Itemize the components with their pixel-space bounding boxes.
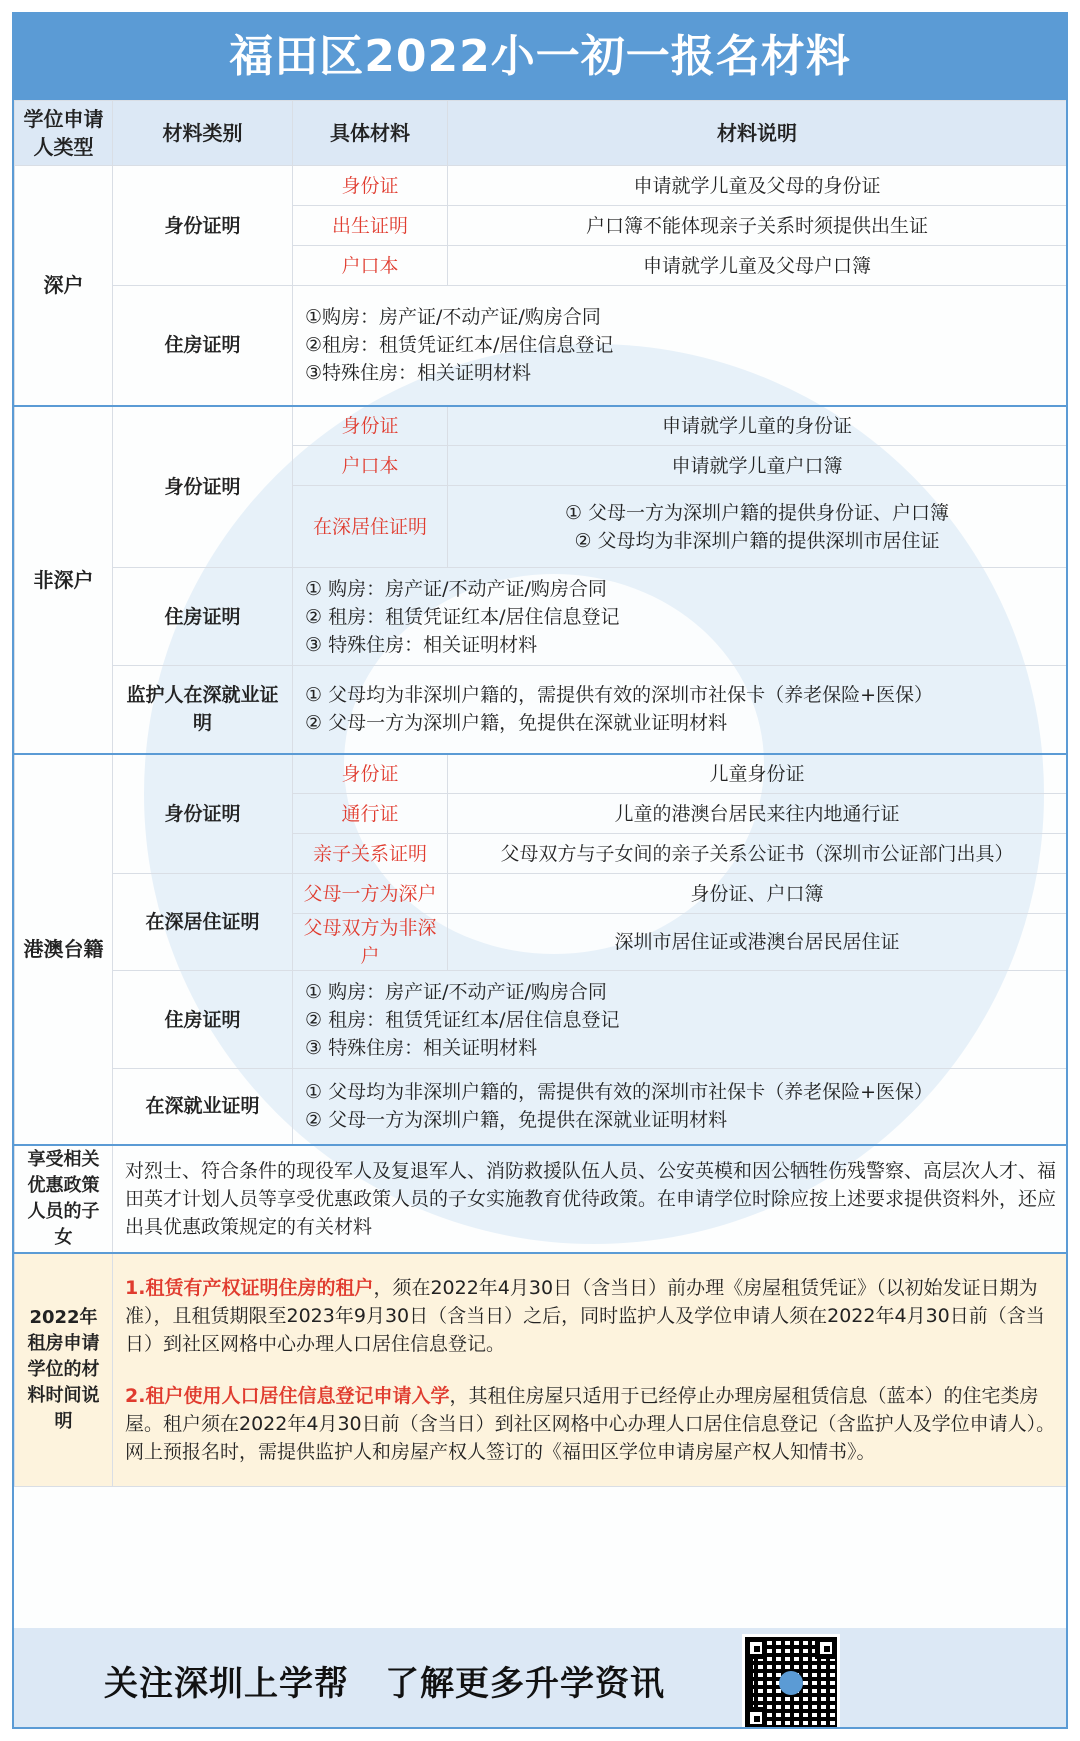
type-feishenhu: 非深户: [15, 406, 113, 754]
desc-line: ②租房：租赁凭证红本/居住信息登记: [305, 334, 614, 357]
desc-cell: 父母双方与子女间的亲子关系公证书（深圳市公证部门出具）: [448, 834, 1067, 874]
desc-line: ① 购房：房产证/不动产证/购房合同: [305, 980, 607, 1003]
category-residence: 在深居住证明: [113, 874, 293, 971]
desc-line: ① 父母均为非深圳户籍的，需提供有效的深圳市社保卡（养老保险+医保）: [305, 1081, 933, 1104]
category-house: 住房证明: [113, 286, 293, 406]
footer-banner: [14, 1628, 1066, 1729]
header-type: 学位申请人类型: [15, 101, 113, 166]
note-text: ，须在2022年4月30日（含当日）前办理《房屋租赁凭证》（以初始发证日期为准），且租赁期限至2023年9月30日（含当日）之后，同时监护人及学位申请人须在2022年4月30日前（含当日）到社区网格中心办理人口居住信息登记。: [125, 1276, 1045, 1355]
note-paragraph-2: [125, 1382, 1060, 1466]
desc-cell: 户口簿不能体现亲子关系时须提供出生证: [448, 206, 1067, 246]
category-job: 监护人在深就业证明: [113, 666, 293, 754]
desc-cell: [448, 486, 1067, 568]
category-id: 身份证明: [113, 166, 293, 286]
note-emphasis: 1.租赁有产权证明住房的租户: [125, 1276, 374, 1299]
table-row: [15, 166, 1067, 206]
table-row: [15, 666, 1067, 754]
note-paragraph-1: [125, 1274, 1060, 1358]
material-cell: 亲子关系证明: [293, 834, 448, 874]
material-cell: 身份证: [293, 166, 448, 206]
house-desc: [293, 971, 1067, 1069]
material-cell: 父母双方为非深户: [293, 914, 448, 971]
desc-line: ② 父母一方为深圳户籍，免提供在深就业证明材料: [305, 1109, 728, 1132]
desc-line: ② 租房：租赁凭证红本/居住信息登记: [305, 1008, 620, 1031]
job-desc: [293, 666, 1067, 754]
note-emphasis: 2.租户使用人口居住信息登记申请入学: [125, 1384, 450, 1407]
category-id: 身份证明: [113, 754, 293, 874]
slogan-learn: 了解更多升学资讯: [385, 1664, 665, 1704]
material-cell: 父母一方为深户: [293, 874, 448, 914]
table-row: [15, 406, 1067, 446]
table-row: [15, 1253, 1067, 1487]
youhui-desc: 对烈士、符合条件的现役军人及复退军人、消防救援队伍人员、公安英模和因公牺牲伤残警察、高层次人才、福田英才计划人员等享受优惠政策人员的子女实施教育优待政策。在申请学位时除应按上述要求提供资料外，还应出具优惠政策规定的有关材料: [113, 1145, 1067, 1253]
table-row: [15, 754, 1067, 794]
desc-line: ③ 特殊住房：相关证明材料: [305, 1036, 538, 1059]
desc-cell: 申请就学儿童及父母的身份证: [448, 166, 1067, 206]
material-cell: 通行证: [293, 794, 448, 834]
desc-cell: 身份证、户口簿: [448, 874, 1067, 914]
footer-slogan: [104, 1656, 701, 1705]
header-desc: 材料说明: [448, 101, 1067, 166]
category-id: 身份证明: [113, 406, 293, 568]
job-desc: [293, 1069, 1067, 1145]
desc-line: ② 父母均为非深圳户籍的提供深圳市居住证: [574, 529, 940, 552]
desc-cell: 申请就学儿童户口簿: [448, 446, 1067, 486]
type-gangao: 港澳台籍: [15, 754, 113, 1145]
material-cell: 户口本: [293, 246, 448, 286]
material-cell: 身份证: [293, 406, 448, 446]
table-row: [15, 1145, 1067, 1253]
desc-line: ③ 特殊住房：相关证明材料: [305, 633, 538, 656]
desc-line: ① 父母均为非深圳户籍的，需提供有效的深圳市社保卡（养老保险+医保）: [305, 684, 933, 707]
table-row: [15, 874, 1067, 914]
desc-line: ① 父母一方为深圳户籍的提供身份证、户口簿: [564, 501, 950, 524]
slogan-follow: 关注深圳上学帮: [104, 1664, 349, 1704]
header-row: [15, 101, 1067, 166]
house-desc: [293, 568, 1067, 666]
type-youhui: 享受相关优惠政策人员的子女: [15, 1145, 113, 1253]
material-cell: 户口本: [293, 446, 448, 486]
desc-line: ② 父母一方为深圳户籍，免提供在深就业证明材料: [305, 712, 728, 735]
table-row: [15, 971, 1067, 1069]
table-row: [15, 568, 1067, 666]
materials-table: [14, 100, 1067, 1487]
desc-line: ② 租房：租赁凭证红本/居住信息登记: [305, 605, 620, 628]
desc-line: ③特殊住房：相关证明材料: [305, 362, 532, 385]
desc-cell: 深圳市居住证或港澳台居民居住证: [448, 914, 1067, 971]
qr-code-icon[interactable]: [742, 1634, 840, 1729]
category-job: 在深就业证明: [113, 1069, 293, 1145]
header-category: 材料类别: [113, 101, 293, 166]
qr-logo-icon: [779, 1671, 803, 1695]
page-title: 福田区2022小一初一报名材料: [14, 14, 1066, 100]
desc-cell: 申请就学儿童的身份证: [448, 406, 1067, 446]
material-cell: 身份证: [293, 754, 448, 794]
table-row: [15, 286, 1067, 406]
desc-line: ① 购房：房产证/不动产证/购房合同: [305, 577, 607, 600]
note-text: ，其租住房屋只适用于已经停止办理房屋租赁信息（蓝本）的住宅类房屋。租户须在2022年4月30日前（含当日）到社区网格中心办理人口居住信息登记（含监护人及学位申请人）。网上预报名时，需提供监护人和房屋产权人签订的《福田区学位申请房屋产权人知情书》。: [125, 1384, 1056, 1463]
desc-cell: 儿童身份证: [448, 754, 1067, 794]
material-cell: 出生证明: [293, 206, 448, 246]
house-desc: [293, 286, 1067, 406]
table-row: [15, 1069, 1067, 1145]
type-zufang: 2022年租房申请学位的材料时间说明: [15, 1253, 113, 1487]
category-house: 住房证明: [113, 971, 293, 1069]
zufang-desc: [113, 1253, 1067, 1487]
poster-frame: [12, 12, 1068, 1729]
desc-cell: 儿童的港澳台居民来往内地通行证: [448, 794, 1067, 834]
desc-line: ①购房：房产证/不动产证/购房合同: [305, 306, 601, 329]
category-house: 住房证明: [113, 568, 293, 666]
desc-cell: 申请就学儿童及父母户口簿: [448, 246, 1067, 286]
material-cell: 在深居住证明: [293, 486, 448, 568]
header-material: 具体材料: [293, 101, 448, 166]
type-shenhu: 深户: [15, 166, 113, 406]
